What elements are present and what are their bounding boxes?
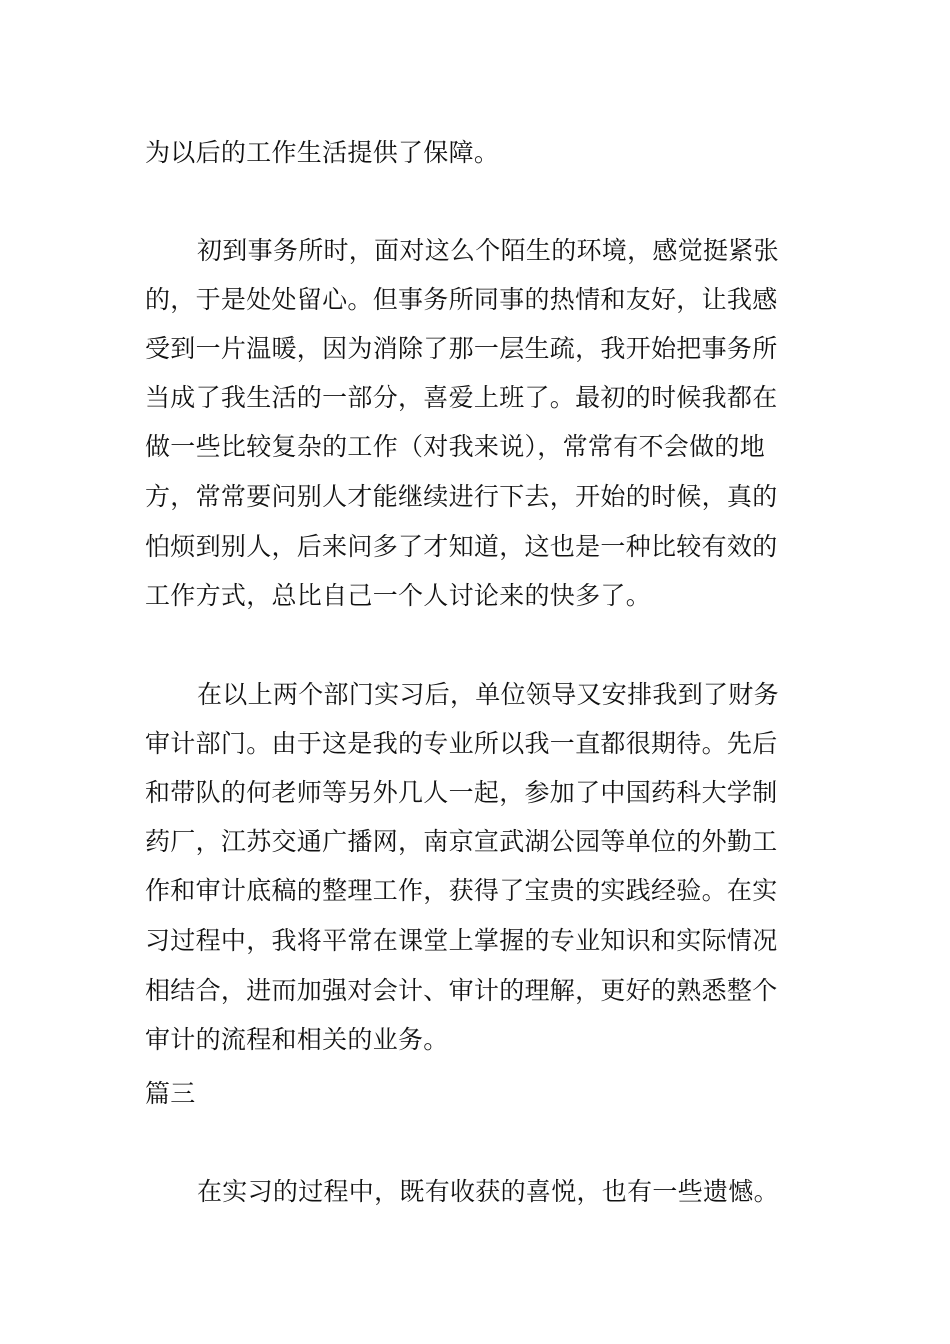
text-line: 方，常常要问别人才能继续进行下去，开始的时候，真的	[145, 482, 778, 511]
text-line: 受到一片温暖，因为消除了那一层生疏，我开始把事务所	[145, 334, 778, 363]
text-line: 作和审计底稿的整理工作，获得了宝贵的实践经验。在实	[145, 876, 778, 905]
section-heading: 篇三	[145, 1079, 196, 1108]
text-line: 药厂，江苏交通广播网，南京宣武湖公园等单位的外勤工	[145, 827, 778, 856]
paragraph-first-line: 初到事务所时，面对这么个陌生的环境，感觉挺紧张	[197, 236, 779, 265]
text-line: 做一些比较复杂的工作（对我来说），常常有不会做的地	[145, 432, 766, 461]
text-line: 当成了我生活的一部分，喜爱上班了。最初的时候我都在	[145, 383, 778, 412]
text-line: 和带队的何老师等另外几人一起，参加了中国药科大学制	[145, 778, 778, 807]
text-line: 工作方式，总比自己一个人讨论来的快多了。	[145, 581, 652, 610]
text-line: 审计的流程和相关的业务。	[145, 1025, 449, 1054]
paragraph-first-line: 在以上两个部门实习后，单位领导又安排我到了财务	[197, 680, 779, 709]
text-line: 为以后的工作生活提供了保障。	[145, 138, 500, 167]
text-line: 的，于是处处留心。但事务所同事的热情和友好，让我感	[145, 285, 778, 314]
text-line: 审计部门。由于这是我的专业所以我一直都很期待。先后	[145, 729, 778, 758]
paragraph-first-line: 在实习的过程中，既有收获的喜悦，也有一些遗憾。	[197, 1177, 779, 1206]
text-line: 习过程中，我将平常在课堂上掌握的专业知识和实际情况	[145, 926, 778, 955]
text-line: 怕烦到别人，后来问多了才知道，这也是一种比较有效的	[145, 532, 778, 561]
text-line: 相结合，进而加强对会计、审计的理解，更好的熟悉整个	[145, 976, 778, 1005]
